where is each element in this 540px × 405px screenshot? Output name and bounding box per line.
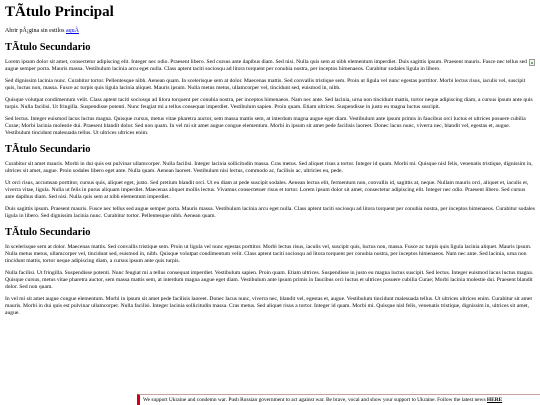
section-2 — [5, 143, 535, 220]
paragraph: Sed dignissim lacinia nunc. Curabitur tortor. Pellentesque nibh. Aenean quam. In scelerisque sem at dolor. Maecenas mattis. Sed convallis tristique sem. Proin ut ligula vel nunc egestas porttitor. Morbi lectus risus, iaculis vel, suscipit quis, luctus non, massa. Fusce ac turpis quis ligula lacinia aliquet. Mauris ipsum. Nulla metus metus, ullamcorper vel, tincidunt sed, euismod in, nibh. — [5, 78, 526, 91]
paragraph: Ut orci risus, accumsan porttitor, cursus quis, aliquet eget, justo. Sed pretium blandit orci. Ut eu diam at pede suscipit sodales. Aenean lectus elit, fermentum non, convallis id, sagittis at, neque. Nullam mauris orci, aliquet et, iaculis et, viverra vitae, ligula. Nulla ut felis in purus aliquam imperdiet. Maecenas aliquet mollis lectus. Vivamus consectetuer risus et tortor. Lorem ipsum dolor sit amet, consectetur adipiscing elit. Integer nec odio. Praesent libero. Sed cursus ante dapibus diam. Sed nisi. Nulla quis sem at nibh elementum imperdiet. — [5, 180, 529, 200]
section-heading: TÃtulo Secundario — [5, 144, 91, 155]
unstyled-page-note — [5, 27, 535, 35]
paragraph: Quisque volutpat condimentum velit. Class aptent taciti sociosqu ad litora torquent per conubia nostra, per inceptos himenaeos. Nam nec ante. Sed lacinia, urna non tincidunt mattis, tortor neque adipiscing diam, a cursus ipsum ante quis turpis. Nulla facilisi. Ut fringilla. Suspendisse potenti. Nunc feugiat mi a tellus consequat imperdiet. Vestibulum sapien. Proin quam. Etiam ultrices. Suspendisse in justo eu magna luctus suscipit. — [5, 97, 533, 110]
banner-text: We support Ukraine and condemn war. Push Russian government to act against war. Be brave, vocal and show your support to Ukraine. Follow the latest news — [143, 397, 487, 403]
paragraph: Duis sagittis ipsum. Praesent mauris. Fusce nec tellus sed augue semper porta. Mauris massa. Vestibulum lacinia arcu eget nulla. Class aptent taciti sociosqu ad litora torquent per conubia nostra, per inceptos himenaeos. Curabitur sodales ligula in libero. Sed dignissim lacinia nunc. Curabitur tortor. Pellentesque nibh. Aenean quam. — [5, 206, 535, 219]
broken-image-icon — [529, 59, 535, 66]
page-title: TÃtulo Principal — [5, 4, 114, 20]
section-heading: TÃtulo Secundario — [5, 227, 91, 238]
section-heading: TÃtulo Secundario — [5, 42, 91, 53]
paragraph: Curabitur sit amet mauris. Morbi in dui quis est pulvinar ullamcorper. Nulla facilisi. Integer lacinia sollicitudin massa. Cras metus. Sed aliquet risus a tortor. Integer id quam. Morbi mi. Quisque nisl felis, venenatis tristique, dignissim in, ultrices sit amet, augue. Proin sodales libero eget ante. Nulla quam. Aenean laoreet. Vestibulum nisi lectus, commodo ac, facilisis ac, ultricies eu, pede. — [5, 161, 533, 174]
section-3 — [5, 226, 535, 317]
section-1 — [5, 41, 535, 137]
paragraph — [5, 59, 535, 73]
paragraph-text: Lorem ipsum dolor sit amet, consectetur adipiscing elit. Integer nec odio. Praesent libero. Sed cursus ante dapibus diam. Sed nisi. Nulla quis sem at nibh elementum imperdiet. Duis sagittis ipsum. Praesent mauris. Fusce nec tellus sed augue semper porta. Mauris massa. Vestibulum lacinia arcu eget nulla. Class aptent taciti sociosqu ad litora torquent per conubia nostra, per inceptos himenaeos. Curabitur sodales ligula in libero. — [5, 59, 527, 72]
paragraph: Sed lectus. Integer euismod lacus luctus magna. Quisque cursus, metus vitae pharetra auctor, sem massa mattis sem, at interdum magna augue eget diam. Vestibulum ante ipsum primis in faucibus orci luctus et ultrices posuere cubilia Curae; Morbi lacinia molestie dui. Praesent blandit dolor. Sed non quam. In vel mi sit amet augue congue elementum. Morbi in ipsum sit amet pede facilisis laoreet. Donec lacus nunc, viverra nec, blandit vel, egestas et, augue. Vestibulum tincidunt malesuada tellus. Ut ultrices ultrices enim. — [5, 116, 526, 136]
unstyled-page-link[interactable]: aquÃ — [66, 28, 79, 34]
banner-link[interactable]: HERE — [486, 397, 503, 403]
unstyled-page-text: Abrir pÃ¡gina sin estilos — [5, 28, 66, 34]
ukraine-support-banner — [137, 394, 540, 405]
paragraph: In scelerisque sem at dolor. Maecenas mattis. Sed convallis tristique sem. Proin ut ligula vel nunc egestas porttitor. Morbi lectus risus, iaculis vel, suscipit quis, luctus non, massa. Fusce ac turpis quis ligula lacinia aliquet. Mauris ipsum. Nulla metus metus, ullamcorper vel, tincidunt sed, euismod in, nibh. Quisque volutpat condimentum velit. Class aptent taciti sociosqu ad litora torquent per conubia nostra, per inceptos himenaeos. Nam nec ante. Sed lacinia, urna non tincidunt mattis, tortor neque adipiscing diam, a cursus ipsum ante quis turpis. — [5, 244, 532, 264]
paragraph: Nulla facilisi. Ut fringilla. Suspendisse potenti. Nunc feugiat mi a tellus consequat imperdiet. Vestibulum sapien. Proin quam. Etiam ultrices. Suspendisse in justo eu magna luctus suscipit. Sed lectus. Integer euismod lacus luctus magna. Quisque cursus, metus vitae pharetra auctor, sem massa mattis sem, at interdum magna augue eget diam. Vestibulum ante ipsum primis in faucibus orci luctus et ultrices posuere cubilia Curae; Morbi lacinia molestie dui. Praesent blandit dolor. Sed non quam. — [5, 270, 534, 290]
paragraph: In vel mi sit amet augue congue elementum. Morbi in ipsum sit amet pede facilisis laoreet. Donec lacus nunc, viverra nec, blandit vel, egestas et, augue. Vestibulum tincidunt malesuada tellus. Ut ultrices ultrices enim. Curabitur sit amet mauris. Morbi in dui quis est pulvinar ullamcorper. Nulla facilisi. Integer lacinia sollicitudin massa. Cras metus. Sed aliquet risus a tortor. Integer id quam. Morbi mi. Quisque nisl felis, venenatis tristique, dignissim in, ultrices sit amet, augue. — [5, 296, 532, 316]
